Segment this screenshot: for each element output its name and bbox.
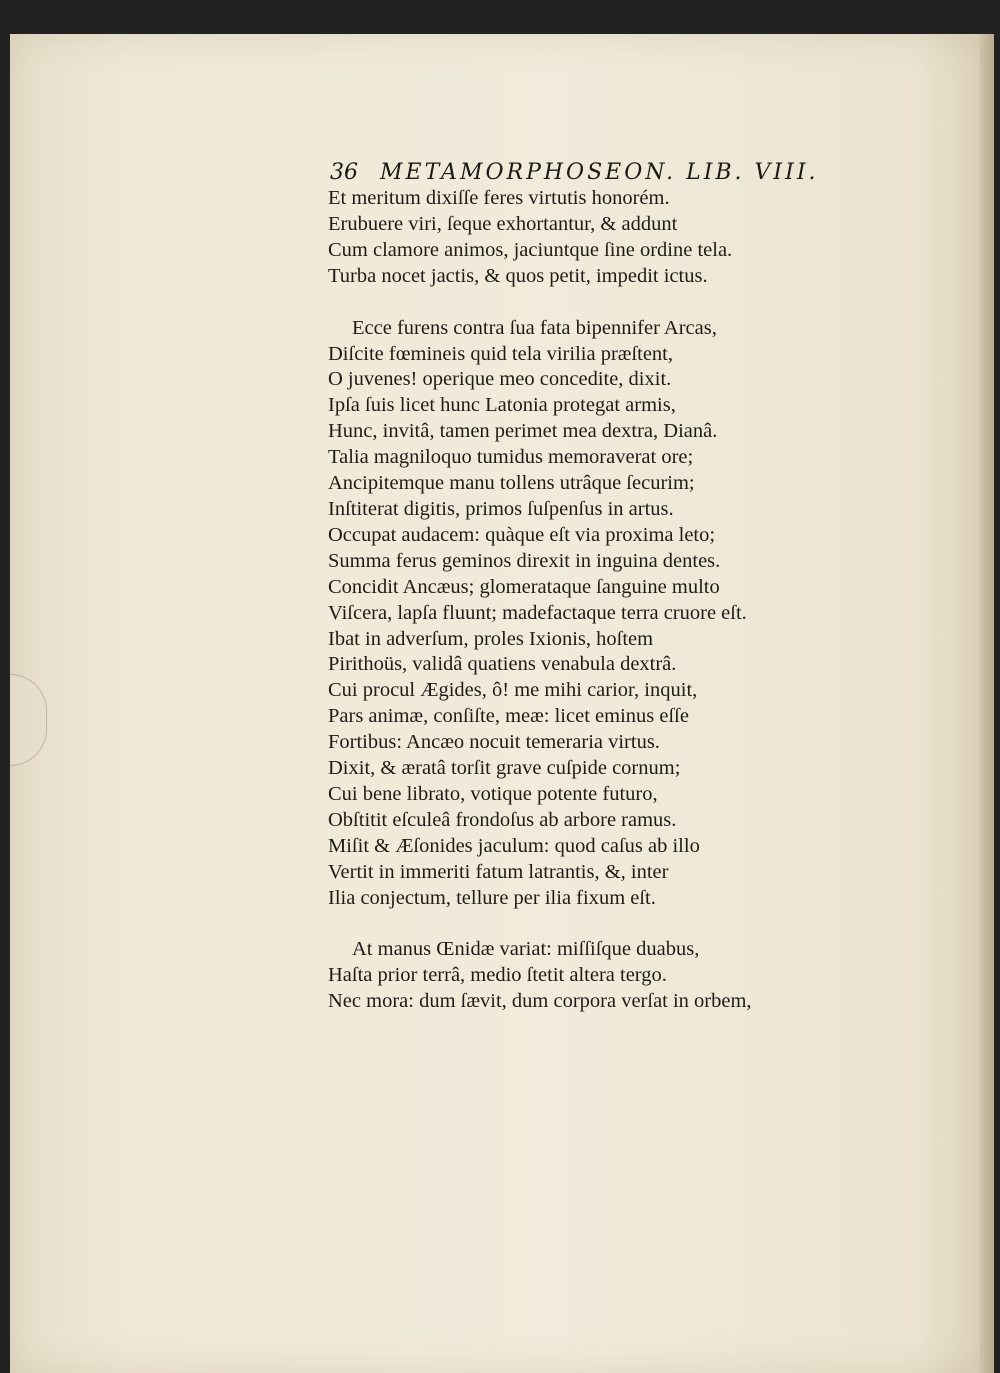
verse-line: Obſtitit eſculeâ frondoſus ab arbore ramus. xyxy=(328,808,677,831)
verse-line: Ecce furens contra ſua fata bipennifer Arcas, xyxy=(352,316,717,339)
verse-line: Hunc, invitâ, tamen perimet mea dextra, Dianâ. xyxy=(328,420,718,443)
verse-line: Ilia conjectum, tellure per ilia fixum eſt. xyxy=(328,886,656,909)
verse-line: Ibat in adverſum, proles Ixionis, hoſtem xyxy=(328,627,654,650)
verse-line: Miſit & Æſonides jaculum: quod caſus ab illo xyxy=(328,834,700,857)
page-edge-shadow xyxy=(980,34,994,1373)
verse-line: Cum clamore animos, jaciuntque ſine ordine tela. xyxy=(328,238,733,261)
verse-line: Concidit Ancæus; glomerataque ſanguine multo xyxy=(328,575,720,598)
verse-line: Pirithoüs, validâ quatiens venabula dextrâ. xyxy=(328,653,677,676)
stanza xyxy=(328,316,798,912)
verse-line: Cui bene librato, votique potente futuro, xyxy=(328,782,658,805)
verse-line: Occupat audacem: quàque eſt via proxima leto; xyxy=(328,523,716,546)
verse-line: Summa ferus geminos direxit in inguina dentes. xyxy=(328,549,721,572)
page-fold-mark xyxy=(10,674,47,766)
verse-line: Haſta prior terrâ, medio ſtetit altera tergo. xyxy=(328,964,667,987)
stanza xyxy=(328,186,798,290)
verse-line: Fortibus: Ancæo nocuit temeraria virtus. xyxy=(328,731,660,754)
verse-line: Diſcite fœmineis quid tela virilia præſtent, xyxy=(328,342,674,365)
verse-line: Inſtiterat digitis, primos ſuſpenſus in artus. xyxy=(328,497,674,520)
verse-text xyxy=(328,186,798,1015)
stanza xyxy=(328,937,798,1015)
verse-line: Cui procul Ægides, ô! me mihi carior, inquit, xyxy=(328,679,698,702)
verse-line: Ancipitemque manu tollens utrâque ſecurim; xyxy=(328,472,695,495)
verse-line: Dixit, & æratâ torſit grave cuſpide cornum; xyxy=(328,757,681,780)
verse-line: At manus Œnidæ variat: miſſiſque duabus, xyxy=(352,938,700,961)
verse-line: Erubuere viri, ſeque exhortantur, & addunt xyxy=(328,212,678,235)
verse-line: Et meritum dixiſſe feres virtutis honorém. xyxy=(328,187,670,209)
verse-line: Pars animæ, conſiſte, meæ: licet eminus eſſe xyxy=(328,705,689,728)
verse-line: Talia magniloquo tumidus memoraverat ore; xyxy=(328,446,694,469)
running-title: METAMORPHOSEON. LIB. VIII. xyxy=(380,160,819,185)
page-number: 36 xyxy=(330,160,358,185)
verse-line: Nec mora: dum ſævit, dum corpora verſat in orbem, xyxy=(328,990,752,1013)
verse-line: Viſcera, lapſa fluunt; madefactaque terra cruore eſt. xyxy=(328,601,747,624)
verse-line: O juvenes! operique meo concedite, dixit. xyxy=(328,368,672,391)
verse-line: Ipſa ſuis licet hunc Latonia protegat armis, xyxy=(328,394,676,417)
verse-line: Turba nocet jactis, & quos petit, impedit ictus. xyxy=(328,264,708,287)
verse-line: Vertit in immeriti fatum latrantis, &, inter xyxy=(328,860,669,883)
